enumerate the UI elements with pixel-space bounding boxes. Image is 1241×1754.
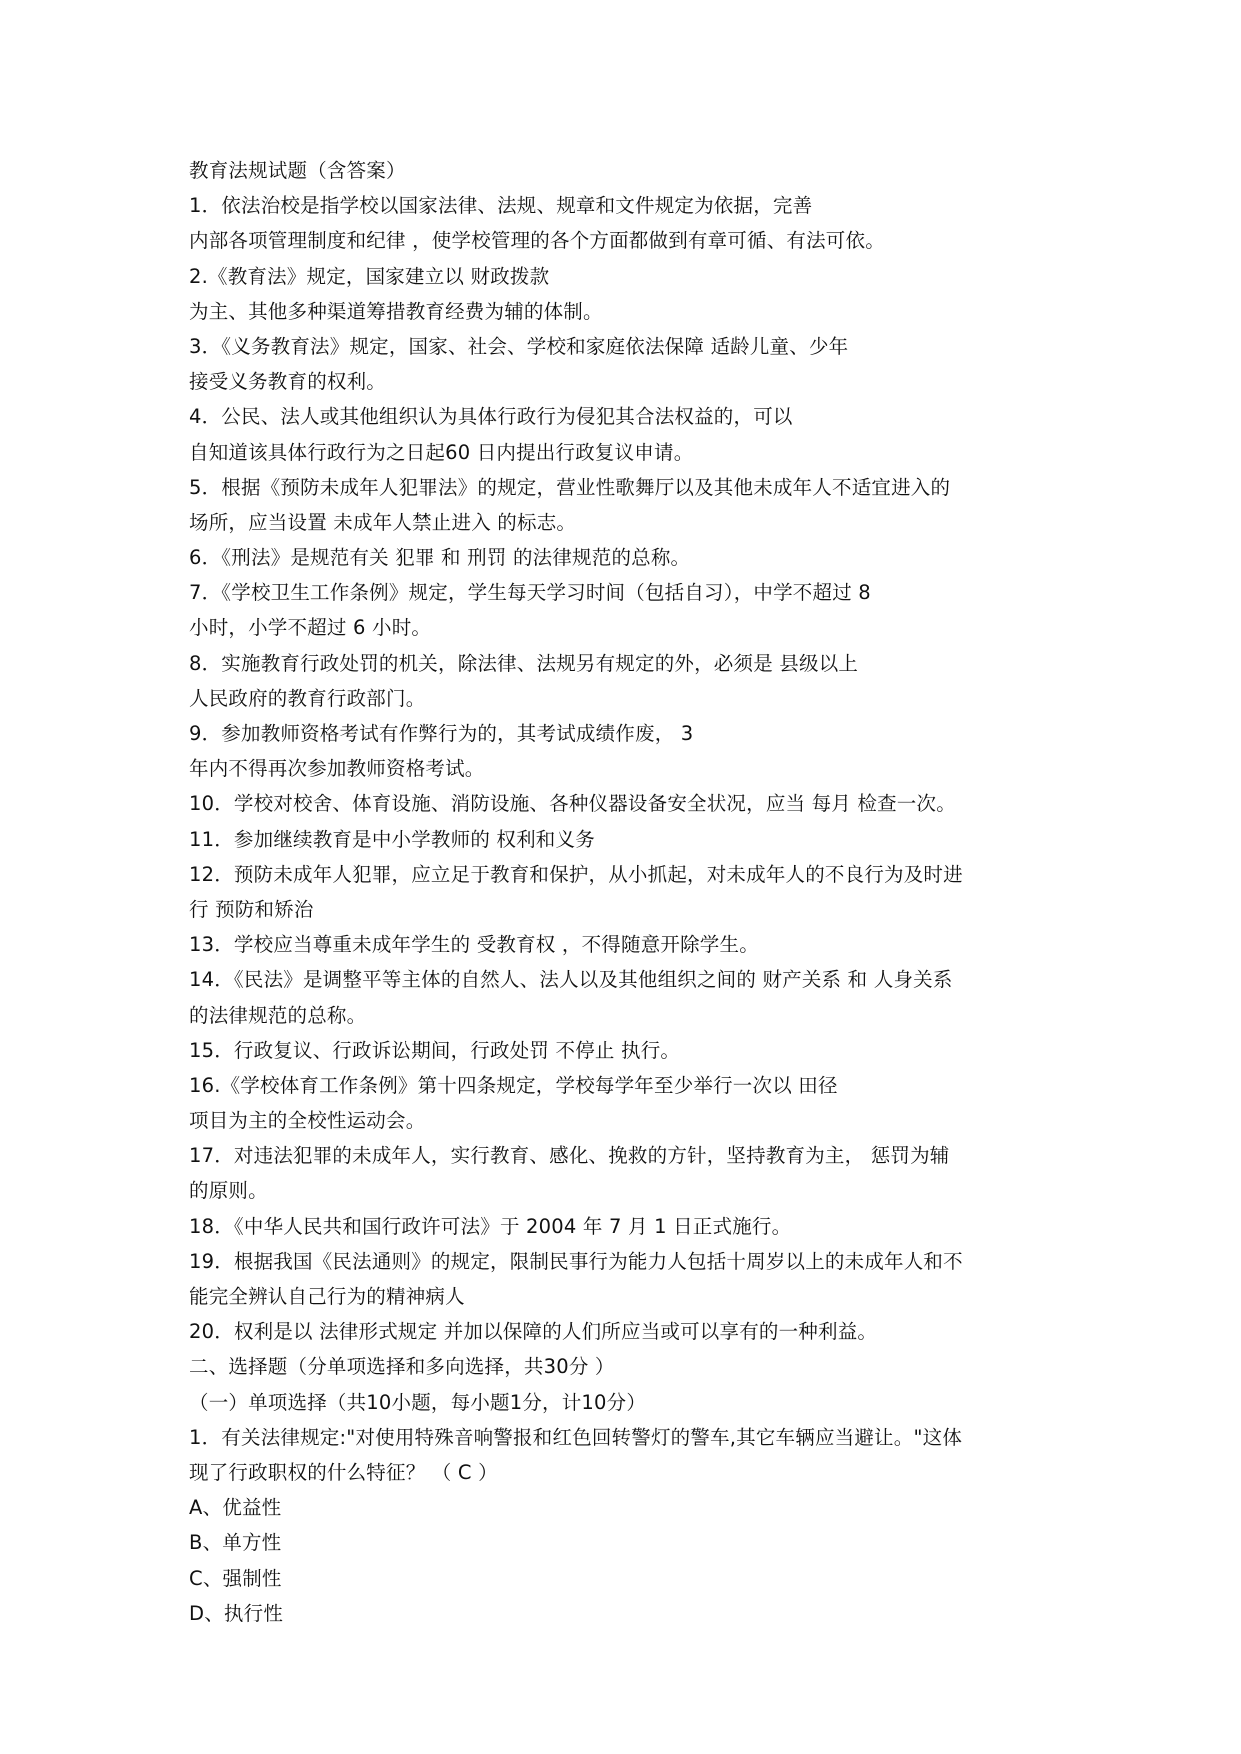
text-line: 16.《学校体育工作条例》第十四条规定，学校每学年至少举行一次以 田径 [189,1073,838,1097]
text-line: 人民政府的教育行政部门。 [189,686,426,710]
text-line: 能完全辨认自己行为的精神病人 [189,1285,465,1308]
text-line: 为主、其他多种渠道筹措教育经费为辅的体制。 [189,299,603,323]
question-line: 1．有关法律规定:"对使用特殊音响警报和红色回转警灯的警车,其它车辆应当避让。"这体 [189,1425,963,1449]
text-line: 11．参加继续教育是中小学教师的 权利和义务 [189,827,595,851]
text-line: 7．《学校卫生工作条例》规定，学生每天学习时间（包括自习），中学不超过 8 [189,581,871,605]
text-line: 20．权利是以 法律形式规定 并加以保障的人们所应当或可以享有的一种利益。 [189,1320,878,1344]
answer-option: D、执行性 [189,1601,284,1625]
text-line: 17．对违法犯罪的未成年人，实行教育、感化、挽救的方针，坚持教育为主， 惩罚为辅 [189,1144,950,1168]
answer-option: B、单方性 [189,1531,282,1555]
text-line: 15．行政复议、行政诉讼期间，行政处罚 不停止 执行。 [189,1038,681,1062]
text-line: 4．公民、法人或其他组织认为具体行政行为侵犯其合法权益的，可以 [189,405,793,429]
question-line: 现了行政职权的什么特征？ （ C ） [189,1460,498,1484]
text-line: 12．预防未成年人犯罪，应立足于教育和保护，从小抓起，对未成年人的不良行为及时进 [189,862,963,886]
text-line: 1．依法治校是指学校以国家法律、法规、规章和文件规定为依据，完善 [189,194,813,218]
text-line: 的法律规范的总称。 [189,1003,367,1027]
text-line: 2.《教育法》规定，国家建立以 财政拨款 [189,264,550,288]
section-heading: 二、选择题（分单项选择和多向选择，共30分 ） [189,1355,615,1379]
text-line: 5．根据《预防未成年人犯罪法》的规定，营业性歌舞厅以及其他未成年人不适宜进入的 [189,475,951,499]
subsection-heading: （一）单项选择（共10小题，每小题1分，计10分） [189,1390,647,1414]
text-line: 3．《义务教育法》规定，国家、社会、学校和家庭依法保障 适龄儿童、少年 [189,334,849,358]
text-line: 小时，小学不超过 6 小时。 [189,616,432,640]
answer-option: A、优益性 [189,1496,282,1520]
answer-option: C、强制性 [189,1566,282,1590]
text-line: 自知道该具体行政行为之日起60 日内提出行政复议申请。 [189,440,694,464]
text-line: 9．参加教师资格考试有作弊行为的，其考试成绩作废， 3 [189,722,694,745]
text-line: 年内不得再次参加教师资格考试。 [189,757,485,781]
text-line: 10．学校对校舍、体育设施、消防设施、各种仪器设备安全状况，应当 每月 检查一次。 [189,792,956,816]
document-title: 教育法规试题（含答案） [189,159,406,182]
text-line: 13．学校应当尊重未成年学生的 受教育权 ，不得随意开除学生。 [189,933,759,957]
text-line: 18．《中华人民共和国行政许可法》于 2004 年 7 月 1 日正式施行。 [189,1214,792,1238]
text-line: 接受义务教育的权利。 [189,370,387,394]
text-line: 项目为主的全校性运动会。 [189,1109,426,1133]
text-line: 的原则。 [189,1179,268,1203]
text-line: 19．根据我国《民法通则》的规定，限制民事行为能力人包括十周岁以上的未成年人和不 [189,1249,963,1273]
document-page [189,153,1069,1631]
text-line: 场所，应当设置 未成年人禁止进入 的标志。 [189,510,577,534]
text-line: 8．实施教育行政处罚的机关，除法律、法规另有规定的外，必须是 县级以上 [189,651,859,675]
text-line: 6．《刑法》是规范有关 犯罪 和 刑罚 的法律规范的总称。 [189,546,691,570]
text-line: 内部各项管理制度和纪律 ，使学校管理的各个方面都做到有章可循、有法可依。 [189,229,885,253]
text-line: 行 预防和矫治 [189,897,314,921]
text-line: 14．《民法》是调整平等主体的自然人、法人以及其他组织之间的 财产关系 和 人身关系 [189,968,953,992]
